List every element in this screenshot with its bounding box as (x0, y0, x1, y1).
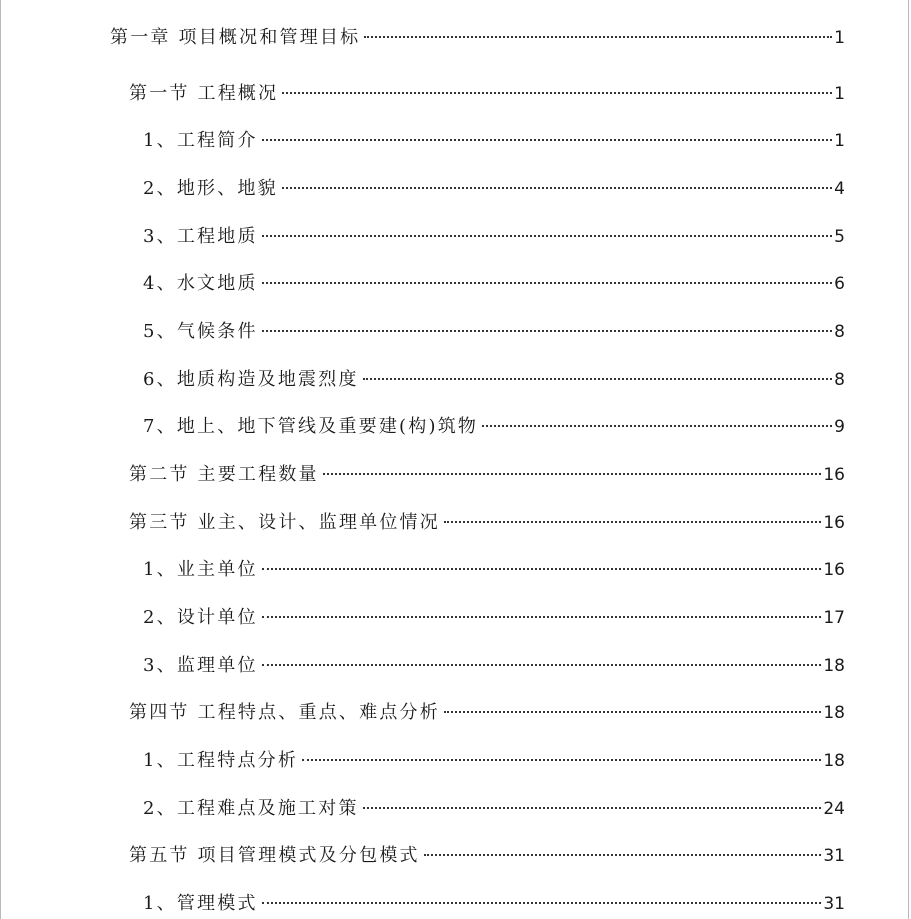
dot-leader (363, 807, 822, 809)
toc-entry[interactable] (143, 271, 845, 297)
toc-entry-title: 3、工程地质 (143, 226, 258, 247)
toc-entry-page: 16 (823, 465, 845, 485)
toc-entry-page: 9 (834, 417, 845, 437)
dot-leader (482, 425, 832, 427)
dot-leader (282, 92, 832, 94)
toc-entry[interactable] (143, 653, 845, 679)
toc-entry-title: 1、业主单位 (143, 559, 258, 580)
toc-entry-page: 31 (823, 894, 845, 914)
toc-entry-title: 第二节 主要工程数量 (129, 464, 319, 485)
dot-leader (444, 711, 821, 713)
toc-entry-page: 5 (834, 227, 845, 247)
dot-leader (262, 664, 822, 666)
toc-entry[interactable] (110, 25, 845, 51)
toc-entry-page: 8 (834, 370, 845, 390)
toc-entry-title: 7、地上、地下管线及重要建(构)筑物 (143, 416, 479, 437)
toc-entry-page: 16 (823, 560, 845, 580)
toc-entry[interactable] (129, 462, 845, 488)
toc-entry[interactable] (143, 557, 845, 583)
toc-entry[interactable] (143, 891, 845, 917)
dot-leader (363, 378, 833, 380)
dot-leader (262, 902, 822, 904)
toc-entry-title: 3、监理单位 (143, 655, 258, 676)
dot-leader (444, 521, 821, 523)
dot-leader (364, 36, 832, 38)
toc-entry-page: 18 (823, 751, 845, 771)
toc-entry-page: 16 (823, 513, 845, 533)
dot-leader (323, 473, 822, 475)
dot-leader (262, 235, 833, 237)
toc-entry[interactable] (143, 176, 845, 202)
dot-leader (282, 187, 832, 189)
toc-entry-title: 1、管理模式 (143, 893, 258, 914)
toc-entry[interactable] (129, 700, 845, 726)
toc-entry-title: 2、设计单位 (143, 607, 258, 628)
toc-entry[interactable] (143, 605, 845, 631)
toc-entry[interactable] (143, 414, 845, 440)
toc-entry-page: 4 (834, 179, 845, 199)
toc-entry-title: 第五节 项目管理模式及分包模式 (129, 845, 420, 866)
toc-entry[interactable] (143, 748, 845, 774)
toc-entry-title: 6、地质构造及地震烈度 (143, 369, 359, 390)
toc-entry-title: 第一节 工程概况 (129, 83, 279, 104)
toc-entry[interactable] (143, 319, 845, 345)
toc-entry[interactable] (143, 367, 845, 393)
dot-leader (262, 282, 833, 284)
toc-entry[interactable] (143, 128, 845, 154)
toc-entry-page: 8 (834, 322, 845, 342)
toc-entry-title: 1、工程简介 (143, 130, 258, 151)
toc-entry-title: 第三节 业主、设计、监理单位情况 (129, 512, 440, 533)
toc-entry-page: 24 (823, 799, 845, 819)
toc-entry-page: 1 (834, 84, 845, 104)
toc-entry-page: 6 (834, 274, 845, 294)
toc-entry[interactable] (129, 81, 845, 107)
toc-entry-title: 1、工程特点分析 (143, 750, 299, 771)
toc-entry-page: 18 (823, 656, 845, 676)
toc-entry[interactable] (129, 843, 845, 869)
toc-entry-title: 5、气候条件 (143, 321, 258, 342)
toc-entry-page: 17 (823, 608, 845, 628)
toc-entry-page: 1 (834, 131, 845, 151)
toc-entry-title: 第一章 项目概况和管理目标 (110, 27, 361, 48)
toc-entry-title: 2、地形、地貌 (143, 178, 278, 199)
toc-entry-page: 31 (823, 846, 845, 866)
toc-entry[interactable] (143, 796, 845, 822)
toc-entry-page: 18 (823, 703, 845, 723)
toc-entry[interactable] (129, 510, 845, 536)
dot-leader (262, 568, 822, 570)
dot-leader (262, 616, 822, 618)
dot-leader (424, 854, 822, 856)
toc-entry-title: 4、水文地质 (143, 273, 258, 294)
toc-entry[interactable] (143, 224, 845, 250)
dot-leader (262, 330, 833, 332)
toc-entry-title: 第四节 工程特点、重点、难点分析 (129, 702, 440, 723)
toc-entry-title: 2、工程难点及施工对策 (143, 798, 359, 819)
dot-leader (262, 139, 833, 141)
dot-leader (302, 759, 821, 761)
toc-entry-page: 1 (834, 28, 845, 48)
